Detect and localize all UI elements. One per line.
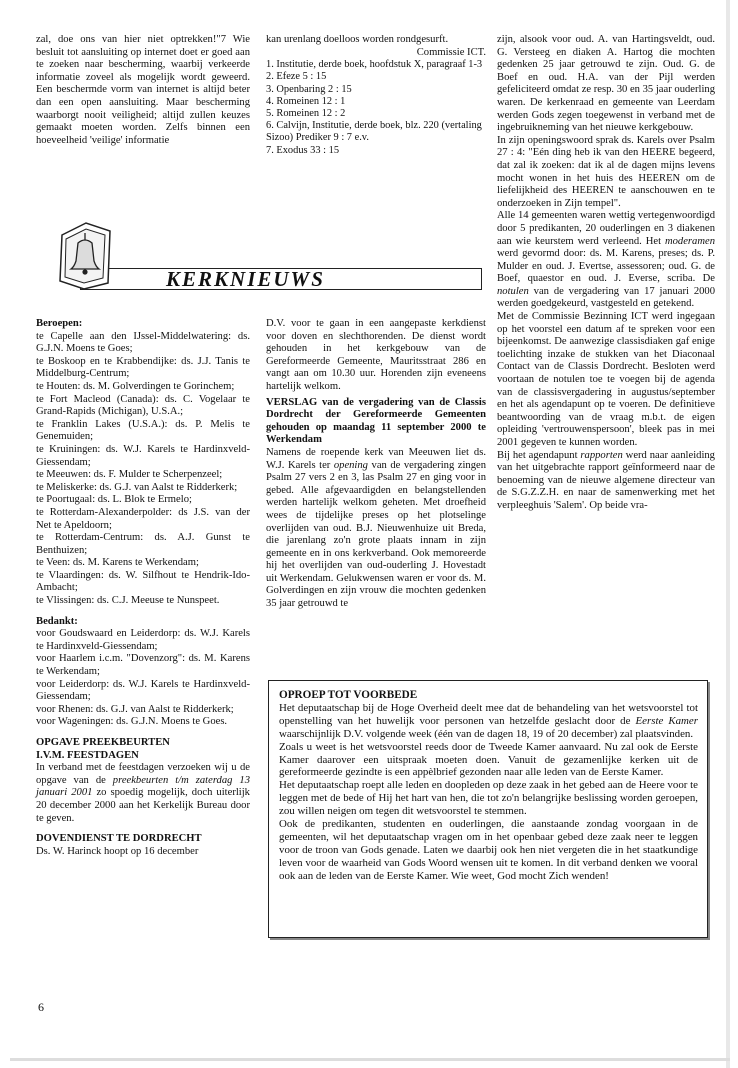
opgave-heading <box>36 737 250 762</box>
bedankt-item: voor Rhenen: ds. G.J. van Aalst te Ridderkerk; <box>36 703 234 715</box>
opgave-heading-line-1: OPGAVE PREEKBEURTEN <box>36 737 170 748</box>
bedankt-heading: Bedankt: <box>36 615 78 627</box>
opgave-text-italic: preekbeurten t/m zaterdag 13 januari 2001 <box>36 774 250 799</box>
ict-article-end: zal, doe ons van hier niet optrekken!"7 Wie besluit tot aansluiting op internet doet er goed aan te zoeken naar bescherming, waarbij verkeerde informatie zoveel als mogelijk wordt geweerd. Een beschermde vorm van internet is altijd beter dan een open aansluiting. Maar bescherming waarborgt nooit veiligheid; altijd zullen keuzes gemaakt moeten worden. Zelfs binnen een hoeveelheid 'veilige' informatie <box>36 34 250 146</box>
verslag-italic: notulen <box>497 285 529 297</box>
beroep-item: te Capelle aan den IJssel-Middelwatering: ds. G.J.N. Moens te Goes; <box>36 330 250 355</box>
scan-edge <box>726 0 730 1068</box>
top-column-1 <box>36 34 250 147</box>
beroep-item: te Franklin Lakes (U.S.A.): ds. P. Melis te Genemuiden; <box>36 418 250 443</box>
verslag-text-italic: opening <box>333 459 368 471</box>
beroep-item: te Rotterdam-Alexanderpolder: ds J.S. van der Net te Apeldoorn; <box>36 506 250 531</box>
footnote: 7. Exodus 33 : 15 <box>266 144 340 156</box>
verslag-paragraph <box>497 450 715 513</box>
oproep-text: Het deputaatschap bij de Hoge Overheid deelt mee dat de behandeling van het wetsvoorstel tot openstelling van het huwelijk voor personen van hetzelfde geslacht door de <box>279 701 698 727</box>
right-column <box>497 34 715 513</box>
footnote: 6. Calvijn, Institutie, derde boek, blz. 220 (vertaling Sizoo) Prediker 9 : 7 e.v. <box>266 120 482 144</box>
dovendienst-continued: D.V. voor te gaan in een aangepaste kerkdienst voor doven en slechthorenden. De dienst wordt gehouden in het kerkgebouw van de Gereformeerde Gemeente, Mauritsstraat 286 en vangt aan om 10.30 uur. Horenden zijn eveneens hartelijk welkom. <box>266 318 486 392</box>
oproep-paragraph: Het deputaatschap roept alle leden en doopleden op deze zaak in het gebed aan de Heere voor te leggen met de bede of Hij het hart van hen, die tot zo'n belangrijke beslissing worden geroepen, zou willen neigen om tegen dit wetsvoorstel te stemmen. <box>279 779 698 818</box>
oproep-title: OPROEP TOT VOORBEDE <box>279 689 418 701</box>
oproep-paragraph <box>279 702 698 741</box>
bell-icon <box>56 221 114 291</box>
beroepen-heading: Beroepen: <box>36 318 83 329</box>
verslag-heading: VERSLAG van de vergadering van de Classis Dordrecht der Gereformeerde Gemeenten gehouden op maandag 11 september 2000 te Werkendam <box>266 396 486 446</box>
dovendienst-heading: DOVENDIENST TE DORDRECHT <box>36 833 202 845</box>
beroep-item: te Veen: ds. M. Karens te Werkendam; <box>36 557 199 569</box>
opgave-heading-line-2: I.V.M. FEESTDAGEN <box>36 749 139 761</box>
ict-article-tail: kan urenlang doelloos worden rondgesurft. <box>266 34 449 45</box>
lower-column-2 <box>266 318 486 611</box>
verslag-text: van de vergadering van 17 januari 2000 werden goedgekeurd, vastgesteld en getekend. <box>497 285 716 310</box>
beroep-item: te Vlissingen: ds. C.J. Meeuse te Nunspeet. <box>36 595 220 607</box>
verslag-italic: rapporten <box>580 449 623 461</box>
beroep-item: te Meeuwen: ds. F. Mulder te Scherpenzeel; <box>36 469 223 481</box>
verslag-paragraph: In zijn openingswoord sprak ds. Karels over Psalm 27 : 4: "Eén ding heb ik van den HEERE begeerd, dat zal ik zoeken: dat ik al de dagen mijns levens mocht wonen in het huis des HEEREN om de liefelijkheid des HEEREN te aanschouwen en te onderzoeken in Zijn tempel". <box>497 134 715 209</box>
verslag-text-end: van de vergadering zingen Psalm 27 vers 2 en 3, las Psalm 27 en ging voor in gebed. Alle afgevaardigden en belangstellenden werden hartelijk welkom geheten. Met droefheid wees de tijdelijke preses op het plotselinge overlijden van oud. B.J. Nieuwenhuize uit Breda, die jarenlang zo'n grote plaats innam in zijn gemeente en in ons kerkverband. Ook memoreerde hij het overlijden van oud-ouderling J. Hovestadt uit Werkendam. Gelukwensen waren er voor ds. M. Golverdingen en zijn vrouw die mochten gedenken 35 jaar getrouwd te <box>266 459 486 610</box>
bedankt-item: voor Goudswaard en Leiderdorp: ds. W.J. Karels te Hardinxveld-Giessendam; <box>36 628 250 652</box>
bedankt-item: voor Haarlem i.c.m. "Dovenzorg": ds. M. Karens te Werkendam; <box>36 653 250 678</box>
scan-edge <box>10 1058 730 1061</box>
verslag-text <box>266 447 486 611</box>
banner-title: KERKNIEUWS <box>166 267 325 291</box>
verslag-text: werd naar aanleiding van het uitgebrachte rapport geïnformeerd naar de benoeming van de nieuwe algemene directeur van de S.G.Z.Z.H. en naar de samenwerking met het verpleeghuis 'Salem'. Op beide vra- <box>497 449 715 511</box>
footnotes <box>266 59 486 157</box>
footnote: 5. Romeinen 12 : 2 <box>266 108 346 119</box>
ict-signature: Commissie ICT. <box>416 46 486 58</box>
oproep-text: waarschijnlijk D.V. volgende week (één van de dagen 18, 19 of 20 december) zal plaatsvinden. <box>279 727 694 740</box>
bedankt-item: voor Leiderdorp: ds. W.J. Karels te Hardinxveld-Giessendam; <box>36 678 250 703</box>
kerknieuws-banner <box>36 221 486 301</box>
lower-column-1 <box>36 318 250 858</box>
verslag-text: Alle 14 gemeenten waren wettig vertegenwoordigd door 5 predikanten, 20 ouderlingen en 3 diakenen aan wie keurstem werd verleend. Het <box>497 210 715 247</box>
oproep-paragraph: Zoals u weet is het wetsvoorstel reeds door de Tweede Kamer aanvaard. Nu zal ook de Eerste Kamer daarover een uitspraak moeten doen. Vanuit de gezamenlijke kerken uit de gereformeerde gezindte is een appèlbrief gezonden naar alle leden van de Eerste Kamer. <box>279 740 698 779</box>
verslag-paragraph: Met de Commissie Bezinning ICT werd ingegaan op het voorstel een datum af te spreken voor een bijeenkomst. De aanwezige classisdiaken gaf enige toelichting inzake de stukken van het Diaconaal Contact van de Classis Dordrecht. Besloten werd voortaan de notulen toe te voegen bij de agenda van de classisvergadering in augustus/september en het als agendapunt op te voeren. De definitieve beantwoording van de vraag m.b.t. de eigen opleiding 'vertrouwenspersoon', bleek pas in mei 2001 gegeven te kunnen worden. <box>497 311 715 448</box>
beroep-item: te Kruiningen: ds. W.J. Karels te Hardinxveld-Giessendam; <box>36 443 250 468</box>
footnote: 4. Romeinen 12 : 1 <box>266 95 346 107</box>
opgave-text-end: zo spoedig mogelijk, doch uiterlijk 20 december 2000 aan het Kerkelijk Bureau door te geven. <box>36 787 250 824</box>
verslag-italic: moderamen <box>664 235 715 247</box>
verslag-text-start: Namens de roepende kerk van Meeuwen liet ds. W.J. Karels ter <box>266 446 486 471</box>
oproep-box <box>268 680 708 938</box>
bedankt-item: voor Wageningen: ds. G.J.N. Moens te Goes. <box>36 716 228 728</box>
beroep-item: te Fort Macleod (Canada): ds. C. Vogelaar te Grand-Rapids (Michigan), U.S.A.; <box>36 393 250 418</box>
footnote: 3. Openbaring 2 : 15 <box>266 83 352 95</box>
top-column-2 <box>266 34 486 157</box>
oproep-italic: Eerste Kamer <box>635 714 698 727</box>
page-number: 6 <box>38 1000 44 1014</box>
beroep-item: te Poortugaal: ds. L. Blok te Ermelo; <box>36 494 192 506</box>
footnote: 1. Institutie, derde boek, hoofdstuk X, paragraaf 1-3 <box>266 59 483 71</box>
oproep-paragraph: Ook de predikanten, studenten en ouderlingen, die aanstaande zondag voorgaan in de gemeenten, wil het deputaatschap vragen om in het openbaar gebed deze zaak neer te leggen voor de troon van Gods genade. Laten we daarbij ook hen niet vergeten die in het staatkundige leven voor de waarheid van Gods Woord wensen uit te komen. In dit verband denken we vooral ook aan de leden van de Eerste Kamer. Wie weet, God mocht Zich wenden! <box>279 818 698 882</box>
verslag-paragraph <box>497 210 715 311</box>
beroep-item: te Rotterdam-Centrum: ds. A.J. Gunst te Benthuizen; <box>36 532 250 556</box>
verslag-text: Bij het agendapunt <box>497 449 578 461</box>
verslag-paragraph: zijn, alsook voor oud. A. van Hartingsveldt, oud. G. Versteeg en diaken A. Hartog die mochten gedenken 25 jaar getrouwd te zijn. Oud. G. de Boef en oud. H.A. van der Pijl werden gefeliciteerd omdat ze resp. 30 en 35 jaar ouderling waren. De kerkenraad en gemeente van Leerdam werden Gods zegen toegewenst in verband met de ingebruikneming van het nieuwe kerkgebouw. <box>497 34 715 134</box>
beroep-item: te Meliskerke: ds. G.J. van Aalst te Ridderkerk; <box>36 481 238 493</box>
opgave-text <box>36 762 250 825</box>
opgave-text-start: In verband met de feestdagen verzoeken wij u de opgave van de <box>36 762 250 786</box>
footnote: 2. Efeze 5 : 15 <box>266 71 327 83</box>
beroep-item: te Vlaardingen: ds. W. Silfhout te Hendrik-Ido-Ambacht; <box>36 569 250 594</box>
verslag-text: werd gevormd door: ds. M. Karens, preses; ds. P. Mulder en oud. J. Evertse, assessoren; oud. G. de Boef, quaestor en oud. J. Everse, scriba. De <box>497 248 715 285</box>
dovendienst-text: Ds. W. Harinck hoopt op 16 december <box>36 845 199 857</box>
beroep-item: te Boskoop en te Krabbendijke: ds. J.J. Tanis te Middelburg-Centrum; <box>36 355 250 380</box>
beroep-item: te Houten: ds. M. Golverdingen te Gorinchem; <box>36 380 235 392</box>
